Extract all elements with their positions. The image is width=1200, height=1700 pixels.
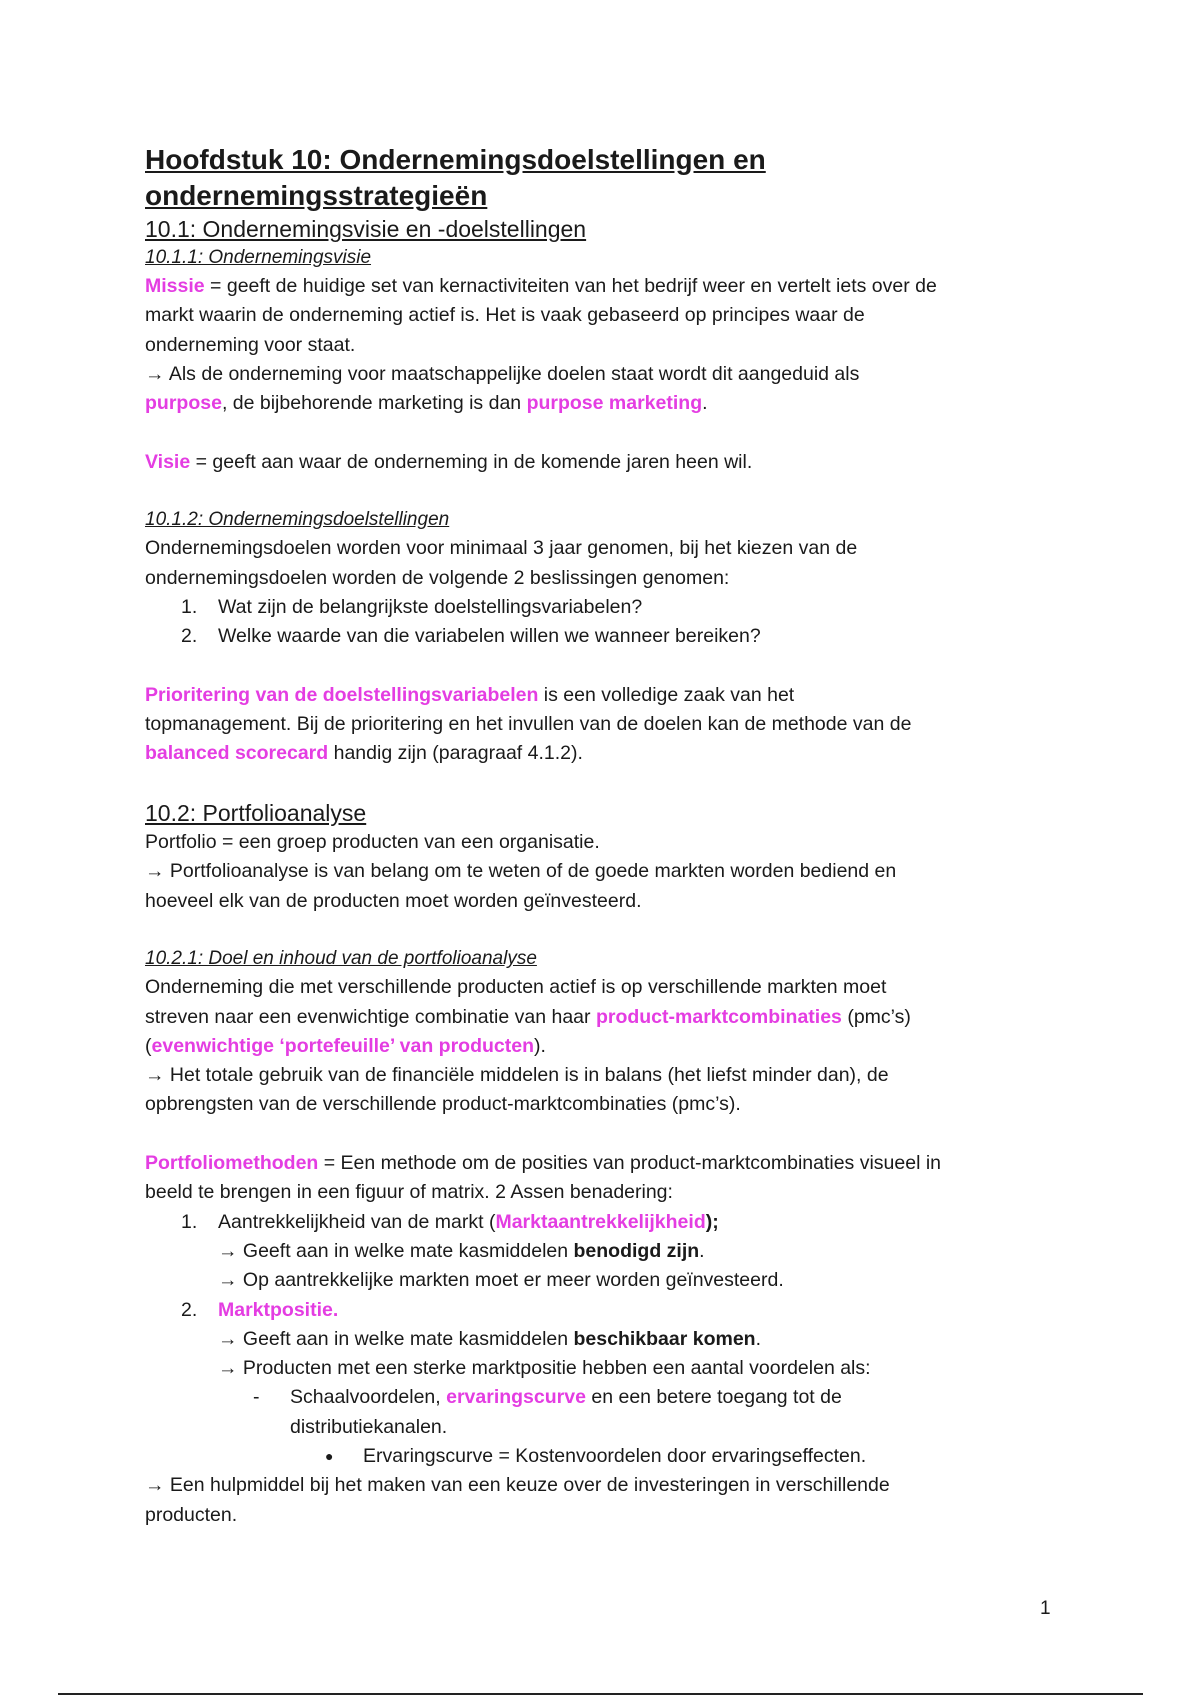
text: 1. [181, 1210, 198, 1233]
term-marktpositie: Marktpositie. [218, 1298, 339, 1321]
text: Portfolio = een groep producten van een organisatie. [145, 831, 600, 854]
term-portfoliomethoden: Portfoliomethoden [145, 1152, 319, 1175]
chapter-title-line-2: ondernemingsstrategieën [145, 180, 488, 211]
text: . [755, 1327, 762, 1350]
term-ervaringscurve: ervaringscurve [446, 1386, 586, 1409]
text: Welke waarde van die variabelen willen we wanneer bereiken? [218, 625, 761, 648]
dash-item-continuation [145, 1413, 1065, 1442]
text: ondernemingsdoelen worden de volgende 2 beslissingen genomen: [145, 566, 730, 589]
list-subitem [145, 1237, 1065, 1266]
text: 2. [181, 625, 198, 648]
text: Aantrekkelijkheid van de markt ( [218, 1210, 496, 1233]
text: ). [534, 1034, 546, 1057]
text: → Het totale gebruik van de financiële middelen is in balans (het liefst minder dan), de [145, 1064, 889, 1087]
text: beeld te brengen in een figuur of matrix. 2 Assen benadering: [145, 1181, 673, 1204]
text: opbrengsten van de verschillende product-marktcombinaties (pmc’s). [145, 1093, 741, 1116]
text: ( [145, 1034, 152, 1057]
text: → Geeft aan in welke mate kasmiddelen [218, 1327, 574, 1350]
term-pmc: product-marktcombinaties [595, 1005, 842, 1028]
text: onderneming voor staat. [145, 333, 356, 356]
text: Schaalvoordelen, [290, 1386, 447, 1409]
missie-paragraph [145, 272, 1065, 418]
text: topmanagement. Bij de prioritering en het invullen van de doelen kan de methode van de [145, 713, 912, 736]
text: → Producten met een sterke marktpositie hebben een aantal voordelen als: [218, 1357, 871, 1380]
dash-item [145, 1383, 1065, 1412]
text: → Geeft aan in welke mate kasmiddelen [218, 1239, 574, 1262]
prioritering-paragraph [145, 681, 1065, 769]
text: , de bijbehorende marketing is dan [221, 392, 527, 415]
list-item [145, 1296, 1065, 1325]
text: . [702, 392, 708, 415]
text: distributiekanalen. [290, 1415, 448, 1438]
text: is een volledige zaak van het [538, 683, 795, 706]
doel-inhoud-paragraph [145, 973, 1065, 1119]
text: → Op aantrekkelijke markten moet er meer worden geïnvesteerd. [218, 1269, 784, 1292]
section-10-1-2-heading: 10.1.2: Ondernemingsdoelstellingen [145, 509, 450, 531]
page-number: 1 [1040, 1598, 1051, 1619]
term-visie: Visie [145, 450, 191, 473]
text: Ervaringscurve = Kostenvoordelen door ervaringseffecten. [363, 1444, 867, 1467]
list-subitem [145, 1325, 1065, 1354]
text: Ondernemingsdoelen worden voor minimaal 3 jaar genomen, bij het kiezen van de [145, 537, 858, 560]
text: en een betere toegang tot de [585, 1386, 842, 1409]
text: → Als de onderneming voor maatschappelijke doelen staat wordt dit aangeduid als [145, 362, 860, 385]
section-10-2-heading: 10.2: Portfolioanalyse [145, 800, 367, 827]
document-page [145, 142, 1065, 1530]
text: Onderneming die met verschillende producten actief is op verschillende markten moet [145, 976, 887, 999]
term-balanced-scorecard: balanced scorecard [145, 742, 329, 765]
text: markt waarin de onderneming actief is. Het is vaak gebaseerd op principes waar de [145, 304, 865, 327]
text: benodigd zijn [573, 1239, 700, 1262]
term-prioritering: Prioritering van de doelstellingsvariabelen [145, 683, 539, 706]
section-10-1-heading: 10.1: Ondernemingsvisie en -doelstellingen [145, 216, 587, 242]
section-10-1-1-heading: 10.1.1: Ondernemingsvisie [145, 247, 372, 268]
text: handig zijn (paragraaf 4.1.2). [328, 742, 583, 765]
list-item [145, 1208, 1065, 1237]
portfoliomethoden-paragraph [145, 1149, 1065, 1208]
list-subitem [145, 1354, 1065, 1383]
text: = Een methode om de posities van product-marktcombinaties visueel in [318, 1152, 942, 1175]
text: producten. [145, 1503, 238, 1526]
text: hoeveel elk van de producten moet worden geïnvesteerd. [145, 889, 642, 912]
term-portefeuille: evenwichtige ‘portefeuille’ van producten [151, 1034, 534, 1057]
section-10-2-1-heading: 10.2.1: Doel en inhoud van de portfolioanalyse [145, 948, 537, 970]
text: Wat zijn de belangrijkste doelstellingsvariabelen? [218, 595, 643, 618]
chapter-title [145, 142, 1065, 214]
text: 1. [181, 595, 198, 618]
text: → Een hulpmiddel bij het maken van een keuze over de investeringen in verschillende [145, 1474, 890, 1497]
term-purpose-marketing: purpose marketing [526, 392, 703, 415]
text: - [253, 1386, 260, 1409]
footer-divider [58, 1693, 1143, 1695]
text: streven naar een evenwichtige combinatie van haar [145, 1005, 596, 1028]
text: = geeft de huidige set van kernactiviteiten van het bedrijf weer en vertelt iets over de [204, 275, 937, 297]
text: beschikbaar komen [573, 1327, 756, 1350]
text: . [699, 1239, 705, 1262]
doelen-intro [145, 534, 1065, 593]
chapter-title-line-1: Hoofdstuk 10: Ondernemingsdoelstellingen en [145, 144, 766, 175]
term-marktaantrekkelijkheid: Marktaantrekkelijkheid [495, 1210, 706, 1233]
list-item [145, 593, 1065, 622]
text: = geeft aan waar de onderneming in de komende jaren heen wil. [190, 450, 753, 473]
final-paragraph [145, 1471, 1065, 1530]
text: ); [705, 1210, 719, 1233]
text: → Portfolioanalyse is van belang om te weten of de goede markten worden bediend en [145, 860, 897, 883]
term-missie: Missie [145, 275, 205, 297]
bullet-icon: ● [325, 1447, 334, 1464]
list-item [145, 622, 1065, 651]
bullet-item [145, 1442, 1065, 1471]
term-purpose: purpose [145, 392, 222, 415]
list-subitem [145, 1266, 1065, 1295]
text: 2. [181, 1298, 198, 1321]
portfolio-paragraph [145, 828, 1065, 916]
visie-paragraph [145, 448, 1065, 477]
text: (pmc’s) [841, 1005, 911, 1028]
